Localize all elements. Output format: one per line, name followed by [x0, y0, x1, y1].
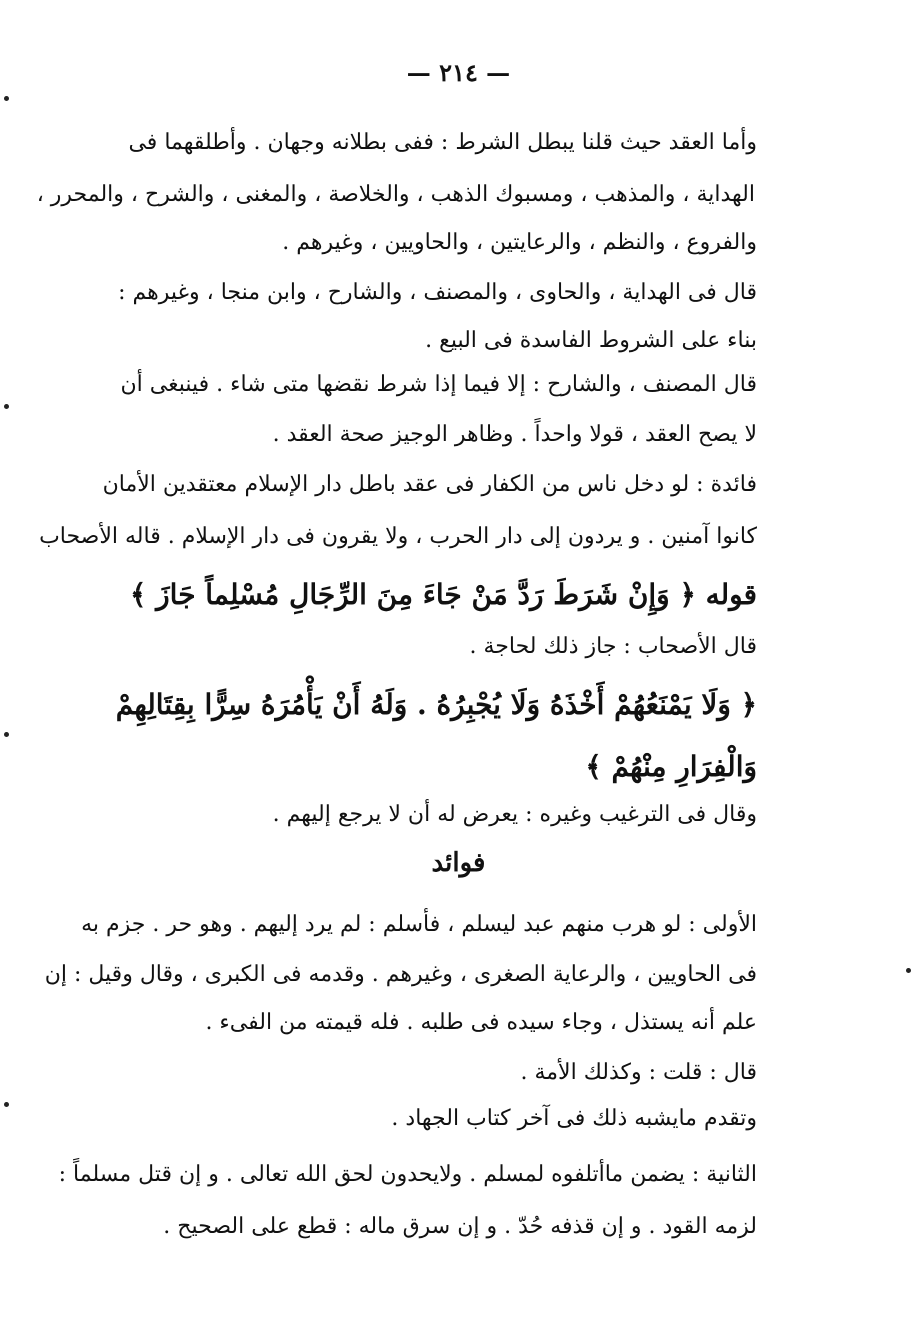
- page-number: — ٢١٤ —: [406, 58, 511, 87]
- text-line: قال الأصحاب : جاز ذلك لحاجة .: [469, 634, 757, 659]
- text-line: فى الحاويين ، والرعاية الصغرى ، وغيرهم . وقدمه فى الكبرى ، وقال وقيل : إن: [44, 962, 757, 987]
- text-line: وقال فى الترغيب وغيره : يعرض له أن لا يرجع إليهم .: [272, 802, 757, 827]
- section-heading: فوائد: [431, 848, 486, 878]
- scan-speck: [4, 732, 9, 737]
- scan-speck: [906, 968, 911, 973]
- text-line: علم أنه يستذل ، وجاء سيده فى طلبه . فله قيمته من الفىء .: [205, 1010, 757, 1035]
- text-line: لا يصح العقد ، قولا واحداً . وظاهر الوجيز صحة العقد .: [272, 422, 757, 447]
- text-line: لزمه القود . و إن قذفه حُدّ . و إن سرق ماله : قطع على الصحيح .: [163, 1214, 757, 1239]
- text-line: بناء على الشروط الفاسدة فى البيع .: [425, 328, 757, 353]
- text-line: والفروع ، والنظم ، والرعايتين ، والحاويين ، وغيرهم .: [282, 230, 757, 255]
- text-line: الهداية ، والمذهب ، ومسبوك الذهب ، والخلاصة ، والمغنى ، والشرح ، والمحرر ،: [36, 182, 755, 207]
- text-line: قال فى الهداية ، والحاوى ، والمصنف ، والشارح ، وابن منجا ، وغيرهم :: [118, 280, 757, 305]
- text-line: قال المصنف ، والشارح : إلا فيما إذا شرط نقضها متى شاء . فينبغى أن: [120, 372, 757, 397]
- quoted-text-line: ﴿ وَلَا يَمْنَعُهُمْ أَخْذَهُ وَلَا يُجْبِرُهُ . وَلَهُ أَنْ يَأْمُرَهُ سِرًّا بِقِتَالِهِمْ: [115, 688, 757, 721]
- quoted-text-line: قوله ﴿ وَإِنْ شَرَطَ رَدَّ مَنْ جَاءَ مِنَ الرِّجَالِ مُسْلِماً جَازَ ﴾: [130, 578, 757, 611]
- scan-speck: [4, 96, 9, 101]
- scan-speck: [4, 404, 9, 409]
- text-line: وتقدم مايشبه ذلك فى آخر كتاب الجهاد .: [391, 1106, 757, 1131]
- text-line: كانوا آمنين . و يردون إلى دار الحرب ، ولا يقرون فى دار الإسلام . قاله الأصحاب: [39, 524, 757, 549]
- scan-speck: [4, 1102, 9, 1107]
- text-line: الثانية : يضمن ماأتلفوه لمسلم . ولايحدون لحق الله تعالى . و إن قتل مسلماً :: [58, 1162, 757, 1187]
- text-line: وأما العقد حيث قلنا يبطل الشرط : ففى بطلانه وجهان . وأطلقهما فى: [128, 130, 757, 155]
- text-line: فائدة : لو دخل ناس من الكفار فى عقد باطل دار الإسلام معتقدين الأمان: [102, 472, 757, 497]
- text-line: الأولى : لو هرب منهم عبد ليسلم ، فأسلم : لم يرد إليهم . وهو حر . جزم به: [81, 912, 757, 937]
- text-line: قال : قلت : وكذلك الأمة .: [520, 1060, 757, 1085]
- quoted-text-line: وَالْفِرَارِ مِنْهُمْ ﴾: [585, 750, 757, 783]
